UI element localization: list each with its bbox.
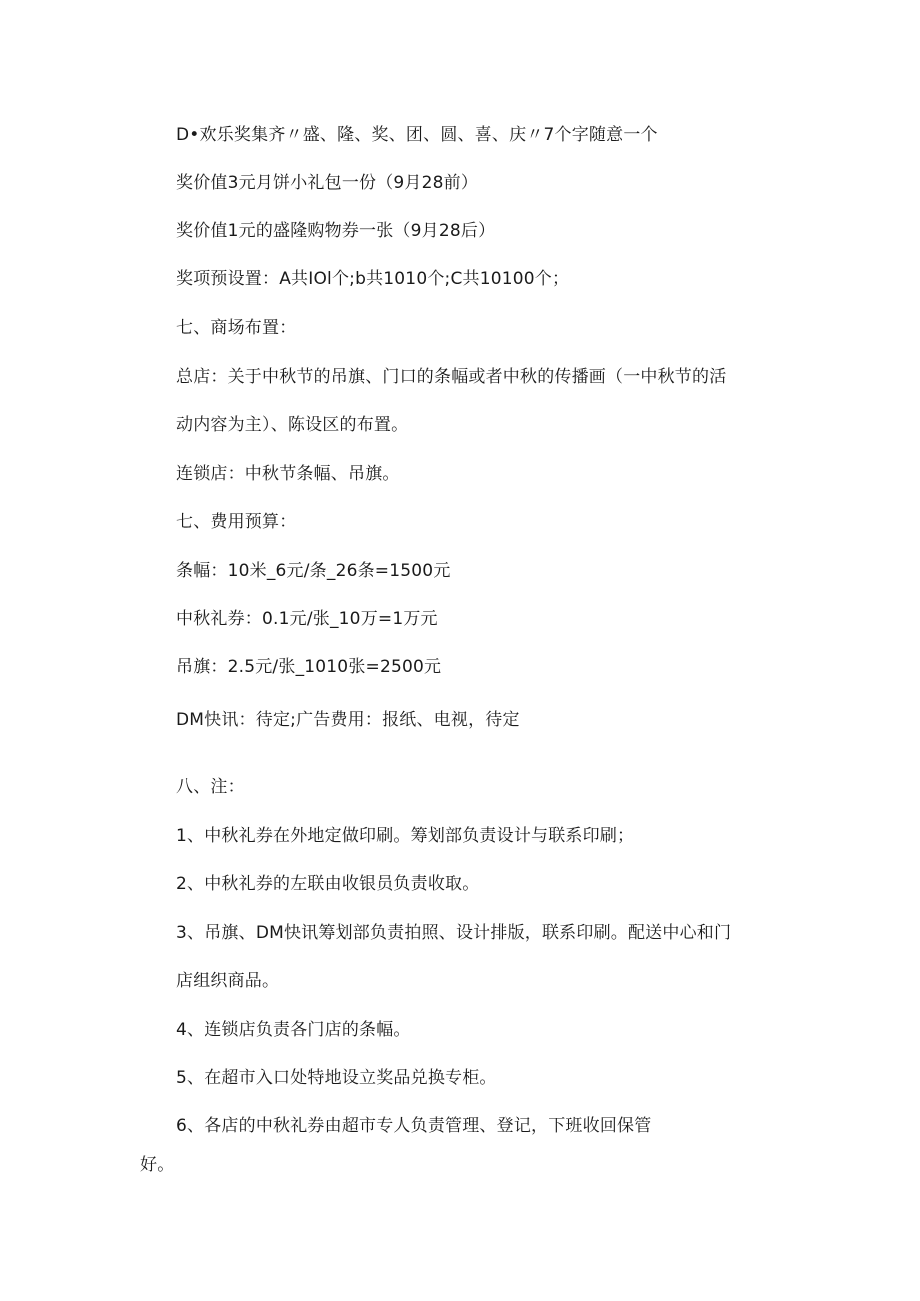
text-line-banner-cost: 条幅：10米_6元/条_26条=1500元 — [176, 561, 451, 581]
text-line-hanging-flag-cost: 吊旗：2.5元/张_1010张=2500元 — [176, 657, 442, 677]
text-line-prize-value-1: 奖价值1元的盛隆购物券一张（9月28后） — [176, 221, 496, 241]
text-line-coupon-cost: 中秋礼券：0.1元/张_10万=1万元 — [176, 609, 438, 629]
section-heading-notes: 八、注： — [176, 777, 245, 797]
note-item-6: 6、各店的中秋礼券由超市专人负责管理、登记，下班收回保管 — [176, 1116, 652, 1136]
text-line-prize-preset: 奖项预设置：A共IOl个;b共1010个;C共10100个； — [176, 269, 570, 289]
note-item-3: 3、吊旗、DM快讯筹划部负责拍照、设计排版，联系印刷。配送中心和门 — [176, 923, 732, 943]
note-item-2: 2、中秋礼券的左联由收银员负责收取。 — [176, 874, 480, 894]
section-heading-budget: 七、费用预算： — [176, 512, 297, 532]
note-item-4: 4、连锁店负责各门店的条幅。 — [176, 1020, 411, 1040]
text-line-prize-d: D•欢乐奖集齐〃盛、隆、奖、团、圆、喜、庆〃7个字随意一个 — [176, 125, 658, 145]
text-line-dm-ad-cost: DM快讯：待定;广告费用：报纸、电视，待定 — [176, 710, 520, 730]
note-item-5: 5、在超市入口处特地设立奖品兑换专柜。 — [176, 1068, 497, 1088]
text-line-main-store: 总店：关于中秋节的吊旗、门口的条幅或者中秋的传播画（一中秋节的活 — [176, 367, 727, 387]
note-item-6-cont: 好。 — [140, 1155, 175, 1175]
section-heading-mall-layout: 七、商场布置： — [176, 318, 297, 338]
text-line-prize-value-3: 奖价值3元月饼小礼包一份（9月28前） — [176, 173, 479, 193]
text-line-main-store-cont: 动内容为主）、陈设区的布置。 — [176, 415, 409, 435]
note-item-1: 1、中秋礼券在外地定做印刷。筹划部负责设计与联系印刷； — [176, 826, 635, 846]
text-line-chain-store: 连锁店：中秋节条幅、吊旗。 — [176, 464, 400, 484]
note-item-3-cont: 店组织商品。 — [176, 971, 280, 991]
